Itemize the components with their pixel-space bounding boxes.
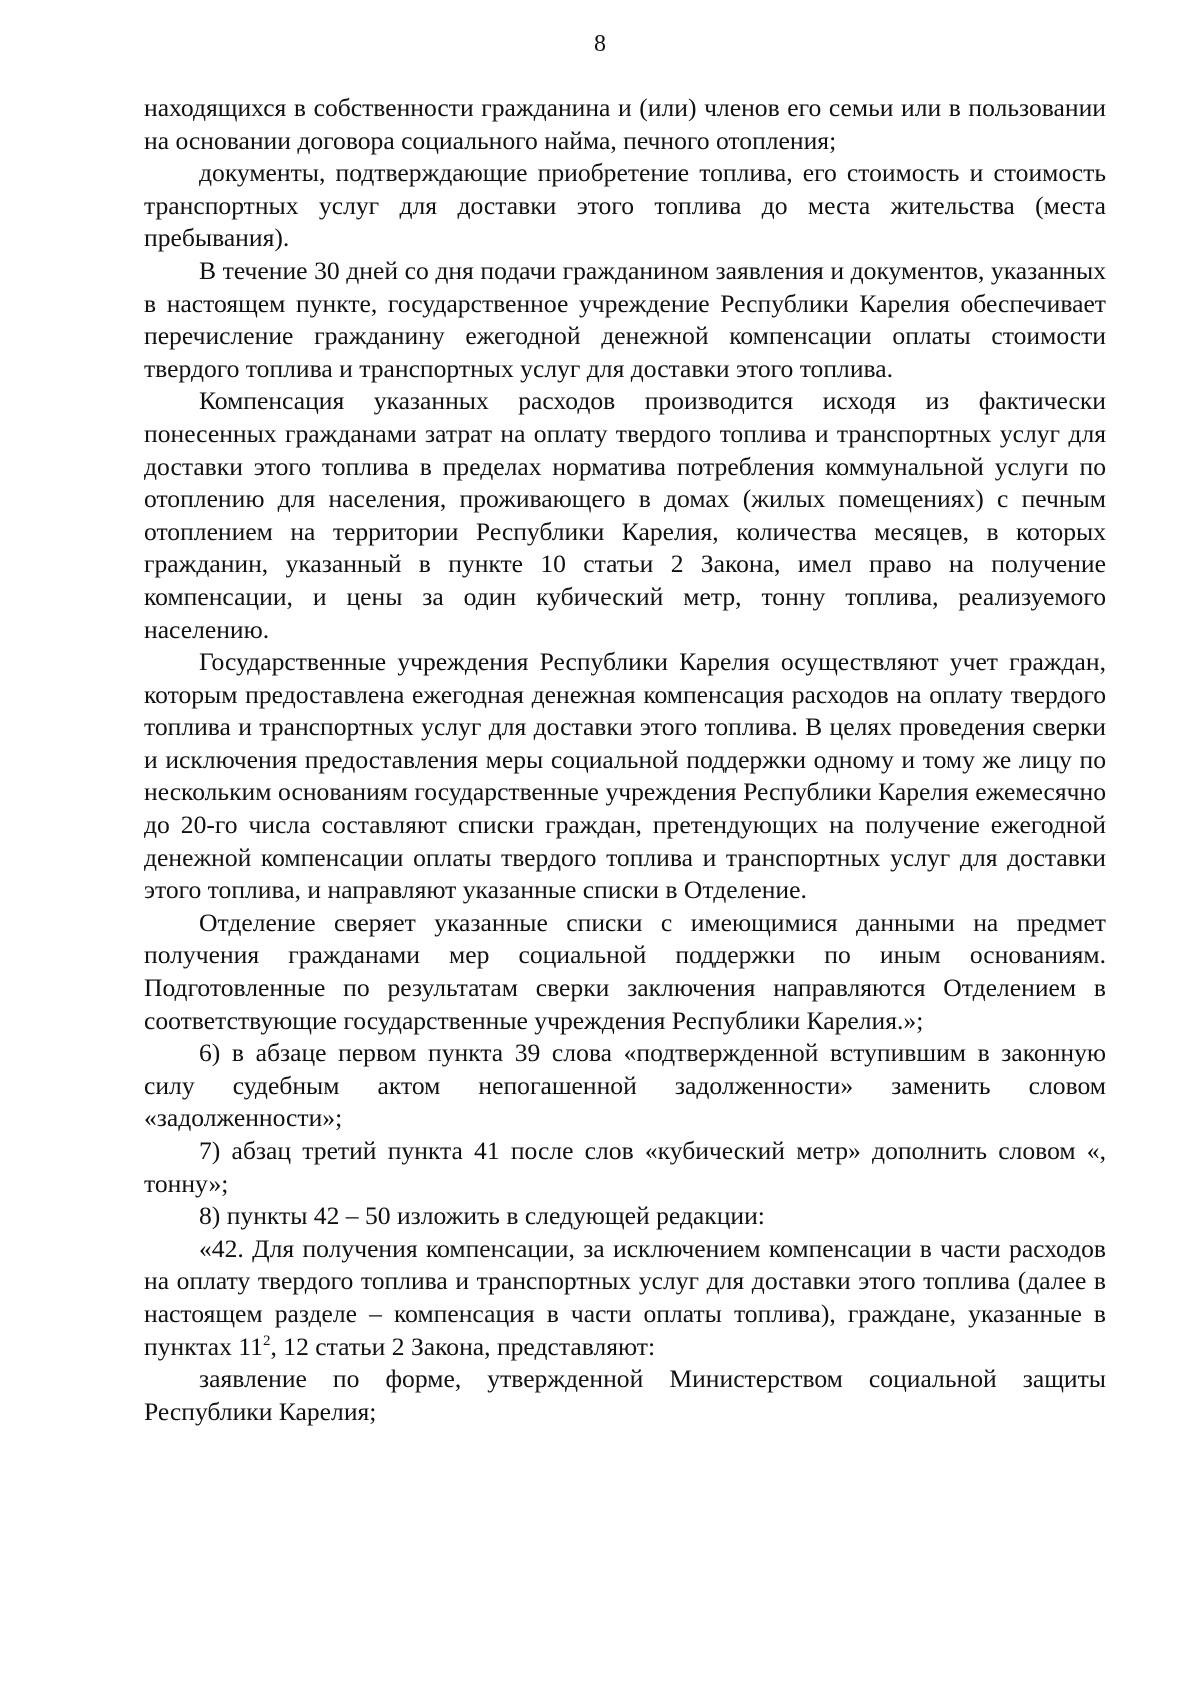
superscript-2: 2 [262,1332,271,1349]
paragraph-state-institutions: Государственные учреждения Республики Карелия осуществляют учет граждан, которым предоставлена ежегодная денежная компенсация расходов на оплату твердого топлива и транспортных услуг для доставки этого топлива. В целях проведения сверки и исключения предоставления меры социальной поддержки одному и тому же лицу по нескольким основаниям государственные учреждения Республики Карелия ежемесячно до 20-го числа составляют списки граждан, претендующих на получение ежегодной денежной компенсации оплаты твердого топлива и транспортных услуг для доставки этого топлива, и направляют указанные списки в Отделение. [144,647,1106,905]
document-body [144,92,1106,1428]
paragraph-42-text-after: , 12 статьи 2 Закона, представляют: [270,1331,656,1361]
paragraph-application: заявление по форме, утвержденной Министерством социальной защиты Республики Карелия; [144,1364,1106,1426]
paragraph-continuation: находящихся в собственности гражданина и (или) членов его семьи или в пользовании на основании договора социального найма, печного отопления; [144,93,1106,155]
paragraph-documents: документы, подтверждающие приобретение топлива, его стоимость и стоимость транспортных услуг для доставки этого топлива до места жительства (места пребывания). [144,158,1106,253]
page-number: 8 [594,31,606,57]
paragraph-department: Отделение сверяет указанные списки с имеющимися данными на предмет получения гражданами мер социальной поддержки по иным основаниям. Подготовленные по результатам сверки заключения направляются Отделением в соответствующие государственные учреждения Республики Карелия.»; [144,907,1106,1035]
paragraph-42 [144,1233,1106,1363]
paragraph-compensation: Компенсация указанных расходов производится исходя из фактически понесенных гражданами затрат на оплату твердого топлива и транспортных услуг для доставки этого топлива в пределах норматива потребления коммунальной услуги по отоплению для населения, проживающего в домах (жилых помещениях) с печным отоплением на территории Республики Карелия, количества месяцев, в которых гражданин, указанный в пункте 10 статьи 2 Закона, имел право на получение компенсации, и цены за один кубический метр, тонну топлива, реализуемого населению. [144,386,1106,644]
paragraph-item-6: 6) в абзаце первом пункта 39 слова «подтвержденной вступившим в законную силу судебным актом непогашенной задолженности» заменить словом «задолженности»; [144,1038,1106,1133]
paragraph-item-8: 8) пункты 42 – 50 изложить в следующей редакции: [199,1201,765,1231]
paragraph-item-7: 7) абзац третий пункта 41 после слов «кубический метр» дополнить словом «, тонну»; [144,1136,1106,1198]
paragraph-42-text-before: «42. Для получения компенсации, за исключением компенсации в части расходов на оплату твердого топлива и транспортных услуг для доставки этого топлива (далее в настоящем разделе – компенсация в части оплаты топлива), граждане, указанные в пунктах 11 [144,1233,1106,1361]
paragraph-30-days: В течение 30 дней со дня подачи гражданином заявления и документов, указанных в настоящем пункте, государственное учреждение Республики Карелия обеспечивает перечисление гражданину ежегодной денежной компенсации оплаты стоимости твердого топлива и транспортных услуг для доставки этого топлива. [144,255,1106,383]
